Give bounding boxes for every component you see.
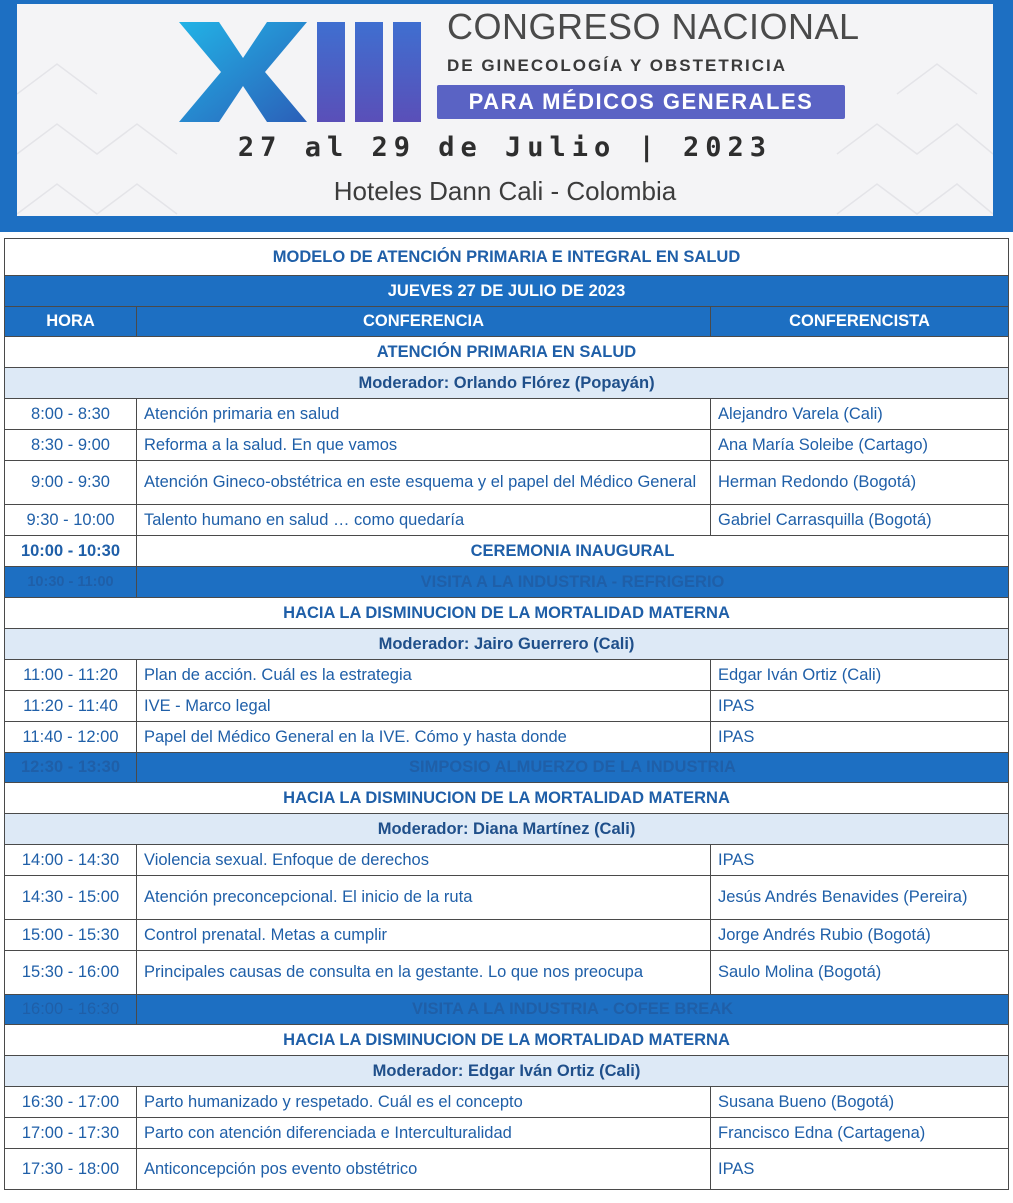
speaker-cell: Jorge Andrés Rubio (Bogotá) — [711, 920, 1009, 951]
banner-panel — [17, 4, 993, 216]
section-title: HACIA LA DISMINUCION DE LA MORTALIDAD MATERNA — [5, 598, 1009, 629]
time-cell: 11:40 - 12:00 — [5, 722, 137, 753]
table-row — [5, 920, 1009, 951]
speaker-cell: Gabriel Carrasquilla (Bogotá) — [711, 505, 1009, 536]
time-cell: 10:30 - 11:00 — [5, 567, 137, 598]
section-row — [5, 1025, 1009, 1056]
day-title: JUEVES 27 DE JULIO DE 2023 — [5, 276, 1009, 307]
time-cell: 15:00 - 15:30 — [5, 920, 137, 951]
talk-cell: Control prenatal. Metas a cumplir — [137, 920, 711, 951]
ceremony-label: CEREMONIA INAUGURAL — [137, 536, 1009, 567]
time-cell: 16:00 - 16:30 — [5, 995, 137, 1025]
column-header-row — [5, 307, 1009, 337]
table-row — [5, 430, 1009, 461]
talk-cell: Papel del Médico General en la IVE. Cómo y hasta donde — [137, 722, 711, 753]
roman-numeral-logo — [175, 18, 431, 126]
speaker-cell: Edgar Iván Ortiz (Cali) — [711, 660, 1009, 691]
talk-cell: Talento humano en salud … como quedaría — [137, 505, 711, 536]
talk-cell: Atención preconcepcional. El inicio de la ruta — [137, 876, 711, 920]
talk-cell: Parto con atención diferenciada e Interculturalidad — [137, 1118, 711, 1149]
time-cell: 17:30 - 18:00 — [5, 1149, 137, 1190]
table-row — [5, 660, 1009, 691]
talk-cell: Atención Gineco-obstétrica en este esquema y el papel del Médico General — [137, 461, 711, 505]
moderator-row — [5, 814, 1009, 845]
section-title: ATENCIÓN PRIMARIA EN SALUD — [5, 337, 1009, 368]
time-cell: 16:30 - 17:00 — [5, 1087, 137, 1118]
moderator-row — [5, 629, 1009, 660]
speaker-cell: Francisco Edna (Cartagena) — [711, 1118, 1009, 1149]
congress-title: CONGRESO NACIONAL — [447, 6, 860, 47]
talk-cell: Parto humanizado y respetado. Cuál es el concepto — [137, 1087, 711, 1118]
moderator: Moderador: Orlando Flórez (Popayán) — [5, 368, 1009, 399]
break-row — [5, 995, 1009, 1025]
section-title: HACIA LA DISMINUCION DE LA MORTALIDAD MATERNA — [5, 1025, 1009, 1056]
break-label: VISITA A LA INDUSTRIA - REFRIGERIO — [137, 567, 1009, 598]
section-row — [5, 337, 1009, 368]
table-row — [5, 1149, 1009, 1190]
moderator: Moderador: Edgar Iván Ortiz (Cali) — [5, 1056, 1009, 1087]
moderator: Moderador: Jairo Guerrero (Cali) — [5, 629, 1009, 660]
talk-cell: Atención primaria en salud — [137, 399, 711, 430]
table-row — [5, 691, 1009, 722]
talk-cell: IVE - Marco legal — [137, 691, 711, 722]
congress-subtitle: DE GINECOLOGÍA Y OBSTETRICIA — [447, 56, 787, 75]
time-cell: 15:30 - 16:00 — [5, 951, 137, 995]
audience-badge: PARA MÉDICOS GENERALES — [437, 85, 845, 119]
time-cell: 8:30 - 9:00 — [5, 430, 137, 461]
speaker-cell: Ana María Soleibe (Cartago) — [711, 430, 1009, 461]
time-cell: 8:00 - 8:30 — [5, 399, 137, 430]
talk-cell: Reforma a la salud. En que vamos — [137, 430, 711, 461]
speaker-cell: Saulo Molina (Bogotá) — [711, 951, 1009, 995]
lunch-label: SIMPOSIO ALMUERZO DE LA INDUSTRIA — [137, 753, 1009, 783]
event-venue: Hoteles Dann Cali - Colombia — [333, 176, 677, 206]
model-title-row — [5, 239, 1009, 276]
speaker-cell: IPAS — [711, 722, 1009, 753]
speaker-cell: Jesús Andrés Benavides (Pereira) — [711, 876, 1009, 920]
time-cell: 10:00 - 10:30 — [5, 536, 137, 567]
col-hora: HORA — [5, 307, 137, 337]
table-row — [5, 876, 1009, 920]
time-cell: 9:00 - 9:30 — [5, 461, 137, 505]
model-title: MODELO DE ATENCIÓN PRIMARIA E INTEGRAL EN SALUD — [5, 239, 1009, 276]
col-conferencia: CONFERENCIA — [137, 307, 711, 337]
time-cell: 17:00 - 17:30 — [5, 1118, 137, 1149]
table-row — [5, 951, 1009, 995]
speaker-cell: Susana Bueno (Bogotá) — [711, 1087, 1009, 1118]
speaker-cell: IPAS — [711, 691, 1009, 722]
speaker-cell: Alejandro Varela (Cali) — [711, 399, 1009, 430]
table-row — [5, 399, 1009, 430]
moderator-row — [5, 368, 1009, 399]
table-row — [5, 461, 1009, 505]
moderator: Moderador: Diana Martínez (Cali) — [5, 814, 1009, 845]
time-cell: 11:20 - 11:40 — [5, 691, 137, 722]
event-dates: 27 al 29 de Julio | 2023 — [237, 132, 773, 163]
talk-cell: Violencia sexual. Enfoque de derechos — [137, 845, 711, 876]
talk-cell: Plan de acción. Cuál es la estrategia — [137, 660, 711, 691]
speaker-cell: Herman Redondo (Bogotá) — [711, 461, 1009, 505]
time-cell: 14:30 - 15:00 — [5, 876, 137, 920]
section-row — [5, 783, 1009, 814]
talk-cell: Anticoncepción pos evento obstétrico — [137, 1149, 711, 1190]
ceremony-row — [5, 536, 1009, 567]
time-cell: 14:00 - 14:30 — [5, 845, 137, 876]
break-label: VISITA A LA INDUSTRIA - COFEE BREAK — [137, 995, 1009, 1025]
day-row — [5, 276, 1009, 307]
speaker-cell: IPAS — [711, 845, 1009, 876]
break-row — [5, 567, 1009, 598]
table-row — [5, 1087, 1009, 1118]
table-row — [5, 722, 1009, 753]
speaker-cell: IPAS — [711, 1149, 1009, 1190]
talk-cell: Principales causas de consulta en la gestante. Lo que nos preocupa — [137, 951, 711, 995]
header-banner — [0, 0, 1013, 232]
table-row — [5, 505, 1009, 536]
program-table — [4, 238, 1009, 1190]
table-row — [5, 845, 1009, 876]
table-row — [5, 1118, 1009, 1149]
lunch-row — [5, 753, 1009, 783]
time-cell: 12:30 - 13:30 — [5, 753, 137, 783]
moderator-row — [5, 1056, 1009, 1087]
time-cell: 11:00 - 11:20 — [5, 660, 137, 691]
section-row — [5, 598, 1009, 629]
col-conferencista: CONFERENCISTA — [711, 307, 1009, 337]
section-title: HACIA LA DISMINUCION DE LA MORTALIDAD MATERNA — [5, 783, 1009, 814]
time-cell: 9:30 - 10:00 — [5, 505, 137, 536]
